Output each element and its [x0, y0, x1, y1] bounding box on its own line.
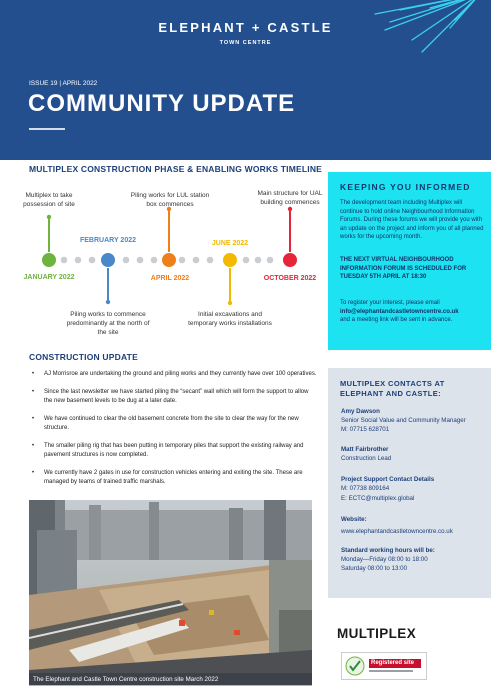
contact-phone[interactable]: M: 07715 628701 — [341, 426, 390, 433]
milestone-node-october — [283, 253, 297, 267]
keeping-informed-title: KEEPING YOU INFORMED — [340, 182, 471, 192]
hours-weekday: Monday—Friday 08:00 to 18:00 — [341, 556, 428, 563]
forum-schedule: THE NEXT VIRTUAL NEIGHBOURHOOD INFORMATION FORUM IS SCHEDULED FOR TUESDAY 5TH APRIL AT 18:30 — [340, 257, 467, 280]
milestone-node-june — [223, 253, 237, 267]
contact-name: Matt Fairbrother — [341, 446, 389, 453]
keeping-informed-panel — [328, 172, 491, 350]
brand-title: ELEPHANT + CASTLE — [158, 20, 333, 35]
milestone-text-april: Piling works for LUL station box commences — [130, 192, 210, 208]
list-item: • We have continued to clear the old basement concrete from the site to clear the way for the new structure. — [32, 416, 299, 431]
milestone-node-february — [101, 253, 115, 267]
website-link[interactable]: www.elephantandcastletowncentre.co.uk — [341, 528, 453, 535]
list-item: • The smaller piling rig that has been putting in temporary piles that support the existing railway and pavement structures is now completed. — [32, 443, 304, 458]
milestone-date-october: OCTOBER 2022 — [263, 275, 317, 282]
brand-subtitle: TOWN CENTRE — [219, 40, 272, 46]
contact-role: Senior Social Value and Community Manager — [341, 417, 466, 424]
milestone-date-february: FEBRUARY 2022 — [79, 237, 137, 244]
milestone-text-february: Piling works to commence predominantly at the north of the site — [66, 311, 150, 336]
construction-update-list — [32, 370, 318, 496]
contact-role: Construction Lead — [341, 455, 392, 462]
timeline-title: MULTIPLEX CONSTRUCTION PHASE & ENABLING WORKS TIMELINE — [29, 164, 323, 174]
hours-title: Standard working hours will be: — [341, 547, 435, 554]
bullet-icon: • — [32, 416, 35, 422]
issue-label: ISSUE 19 | APRIL 2022 — [29, 80, 98, 87]
list-item: • AJ Morrisroe are undertaking the ground and piling works and they currently have over 100 operatives. — [32, 371, 317, 377]
bullet-icon: • — [32, 371, 35, 377]
bullet-icon: • — [32, 389, 35, 395]
milestone-text-june: Initial excavations and temporary works installations — [188, 311, 272, 327]
register-text-end: and a meeting link will be sent in advance. — [340, 317, 453, 323]
milestone-text-october: Main structure for UAL building commences — [257, 190, 323, 206]
milestone-node-january — [42, 253, 56, 267]
construction-site-photo — [29, 500, 312, 685]
hours-saturday: Saturday 08:00 to 13:00 — [341, 565, 408, 572]
register-text: To register your interest, please email — [340, 300, 440, 306]
milestone-date-april: APRIL 2022 — [150, 275, 190, 282]
support-phone[interactable]: M: 07738 809164 — [341, 485, 390, 492]
list-item: • Since the last newsletter we have started piling the “secant” wall which will form the support to allow the new basement levels to be dug at a later date. — [32, 389, 309, 404]
bullet-icon: • — [32, 470, 35, 476]
bullet-icon: • — [32, 443, 35, 449]
multiplex-logo: MULTIPLEX — [337, 626, 417, 641]
website-title: Website: — [341, 516, 367, 523]
page-title: COMMUNITY UPDATE — [28, 90, 296, 117]
construction-update-title: CONSTRUCTION UPDATE — [29, 352, 138, 362]
forum-description: The development team including Multiplex will continue to hold online Neighbourhood Information Forums. During these forums we will provide you with an update on the project and inform you of all planned works for the upcoming month. — [340, 200, 484, 240]
register-info — [340, 299, 486, 325]
contacts-title: MULTIPLEX CONTACTS AT ELEPHANT AND CASTLE: — [340, 379, 445, 398]
register-email-link[interactable]: info@elephantandcastletowncentre.co.uk — [340, 308, 459, 315]
milestone-date-january: JANUARY 2022 — [23, 274, 75, 281]
considerate-constructors-badge — [341, 652, 427, 680]
support-email-link[interactable]: E: ECTC@multiplex.global — [341, 495, 415, 502]
milestone-node-april — [162, 253, 176, 267]
list-item: • We currently have 2 gates in use for construction vehicles entering and exiting the site. These are managed by teams of trained traffic marshals. — [32, 470, 303, 485]
milestone-text-january: Multiplex to take possession of site — [23, 192, 75, 208]
contact-name: Amy Dawson — [341, 408, 380, 415]
milestone-date-june: JUNE 2022 — [211, 240, 249, 247]
contacts-panel — [328, 368, 491, 598]
support-title: Project Support Contact Details — [341, 476, 435, 483]
badge-label: Registered site — [371, 660, 415, 666]
photo-caption: The Elephant and Castle Town Centre construction site March 2022 — [29, 673, 312, 686]
